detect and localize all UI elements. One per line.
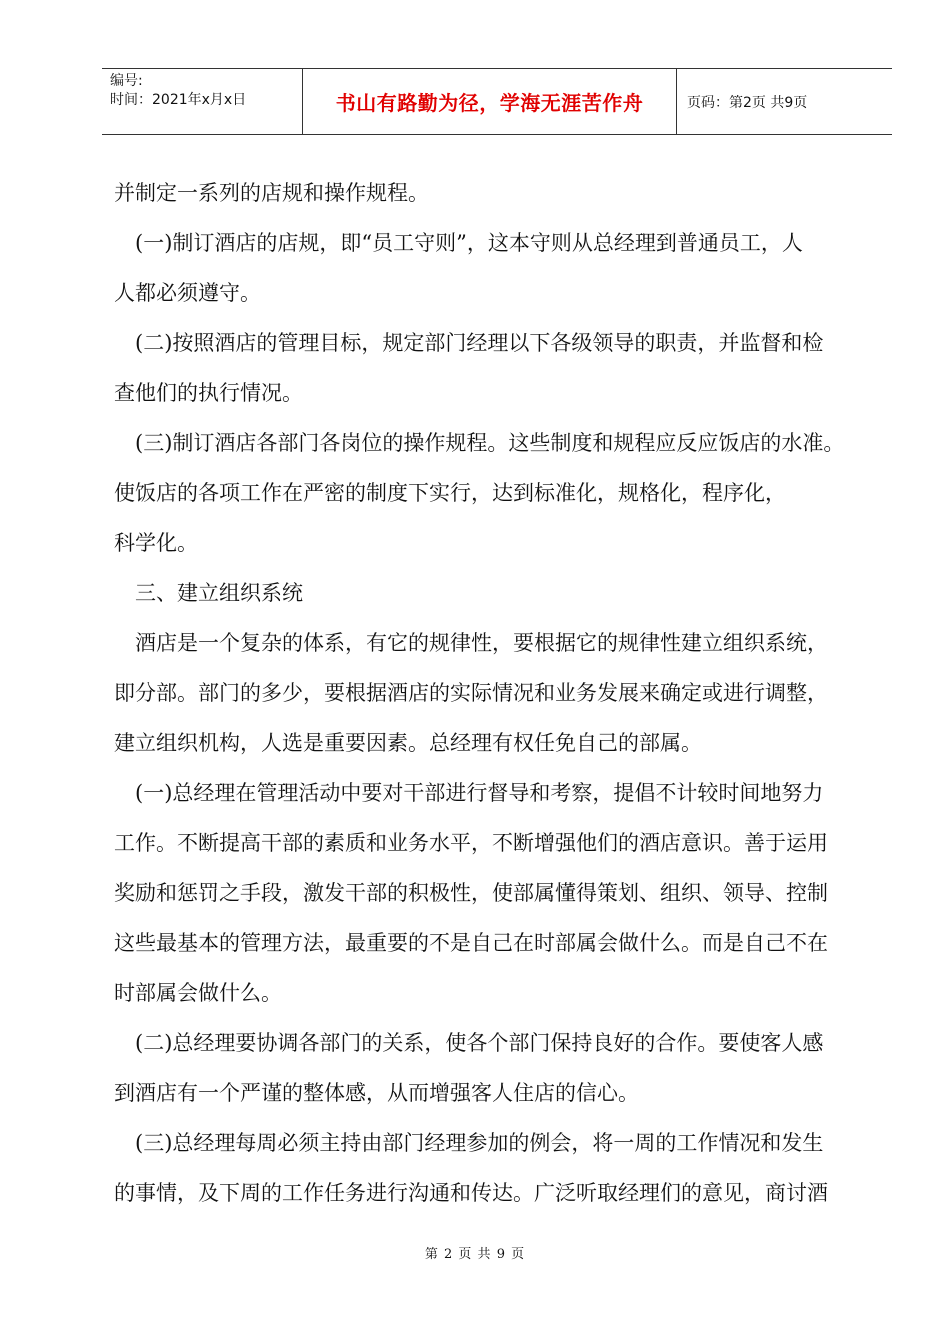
document-header <box>102 68 892 135</box>
body-line: 科学化。 <box>114 531 198 555</box>
serial-number-label: 编号: <box>110 73 143 89</box>
document-body <box>114 168 884 1218</box>
body-line: 使饭店的各项工作在严密的制度下实行，达到标准化，规格化，程序化， <box>114 481 786 505</box>
body-line: 的事情，及下周的工作任务进行沟通和传达。广泛听取经理们的意见，商讨酒 <box>114 1181 828 1205</box>
body-line: (三)总经理每周必须主持由部门经理参加的例会，将一周的工作情况和发生 <box>135 1131 824 1155</box>
header-motto: 书山有路勤为径，学海无涯苦作舟 <box>335 91 644 115</box>
body-line: 人都必须遵守。 <box>114 281 261 305</box>
footer-page-number: 第 2 页 共 9 页 <box>424 1247 526 1262</box>
section-heading: 三、建立组织系统 <box>135 581 303 605</box>
body-line: 奖励和惩罚之手段，激发干部的积极性，使部属懂得策划、组织、领导、控制 <box>114 881 828 905</box>
body-line: (三)制订酒店各部门各岗位的操作规程。这些制度和规程应反应饭店的水准。 <box>135 431 845 455</box>
body-line: (一)总经理在管理活动中要对干部进行督导和考察，提倡不计较时间地努力 <box>135 781 824 805</box>
body-line: 酒店是一个复杂的体系，有它的规律性，要根据它的规律性建立组织系统， <box>135 631 828 655</box>
time-label: 时间：2021年x月x日 <box>110 92 247 108</box>
body-line: 这些最基本的管理方法，最重要的不是自己在时部属会做什么。而是自己不在 <box>114 931 828 955</box>
body-line: 建立组织机构，人选是重要因素。总经理有权任免自己的部属。 <box>114 731 702 755</box>
body-line: (二)总经理要协调各部门的关系，使各个部门保持良好的合作。要使客人感 <box>135 1031 824 1055</box>
header-motto-cell <box>303 69 677 134</box>
body-line: 时部属会做什么。 <box>114 981 282 1005</box>
page-footer <box>0 1243 950 1262</box>
body-line: 即分部。部门的多少，要根据酒店的实际情况和业务发展来确定或进行调整， <box>114 681 828 705</box>
body-line: 查他们的执行情况。 <box>114 381 303 405</box>
body-line: 工作。不断提高干部的素质和业务水平，不断增强他们的酒店意识。善于运用 <box>114 831 828 855</box>
header-page-number: 页码：第2页 共9页 <box>687 94 808 111</box>
header-page-cell <box>677 69 892 134</box>
header-meta <box>102 69 303 134</box>
body-line: (二)按照酒店的管理目标，规定部门经理以下各级领导的职责，并监督和检 <box>135 331 824 355</box>
body-line: 到酒店有一个严谨的整体感，从而增强客人住店的信心。 <box>114 1081 639 1105</box>
body-line: (一)制订酒店的店规，即“员工守则”，这本守则从总经理到普通员工，人 <box>135 231 803 255</box>
body-line: 并制定一系列的店规和操作规程。 <box>114 181 429 205</box>
